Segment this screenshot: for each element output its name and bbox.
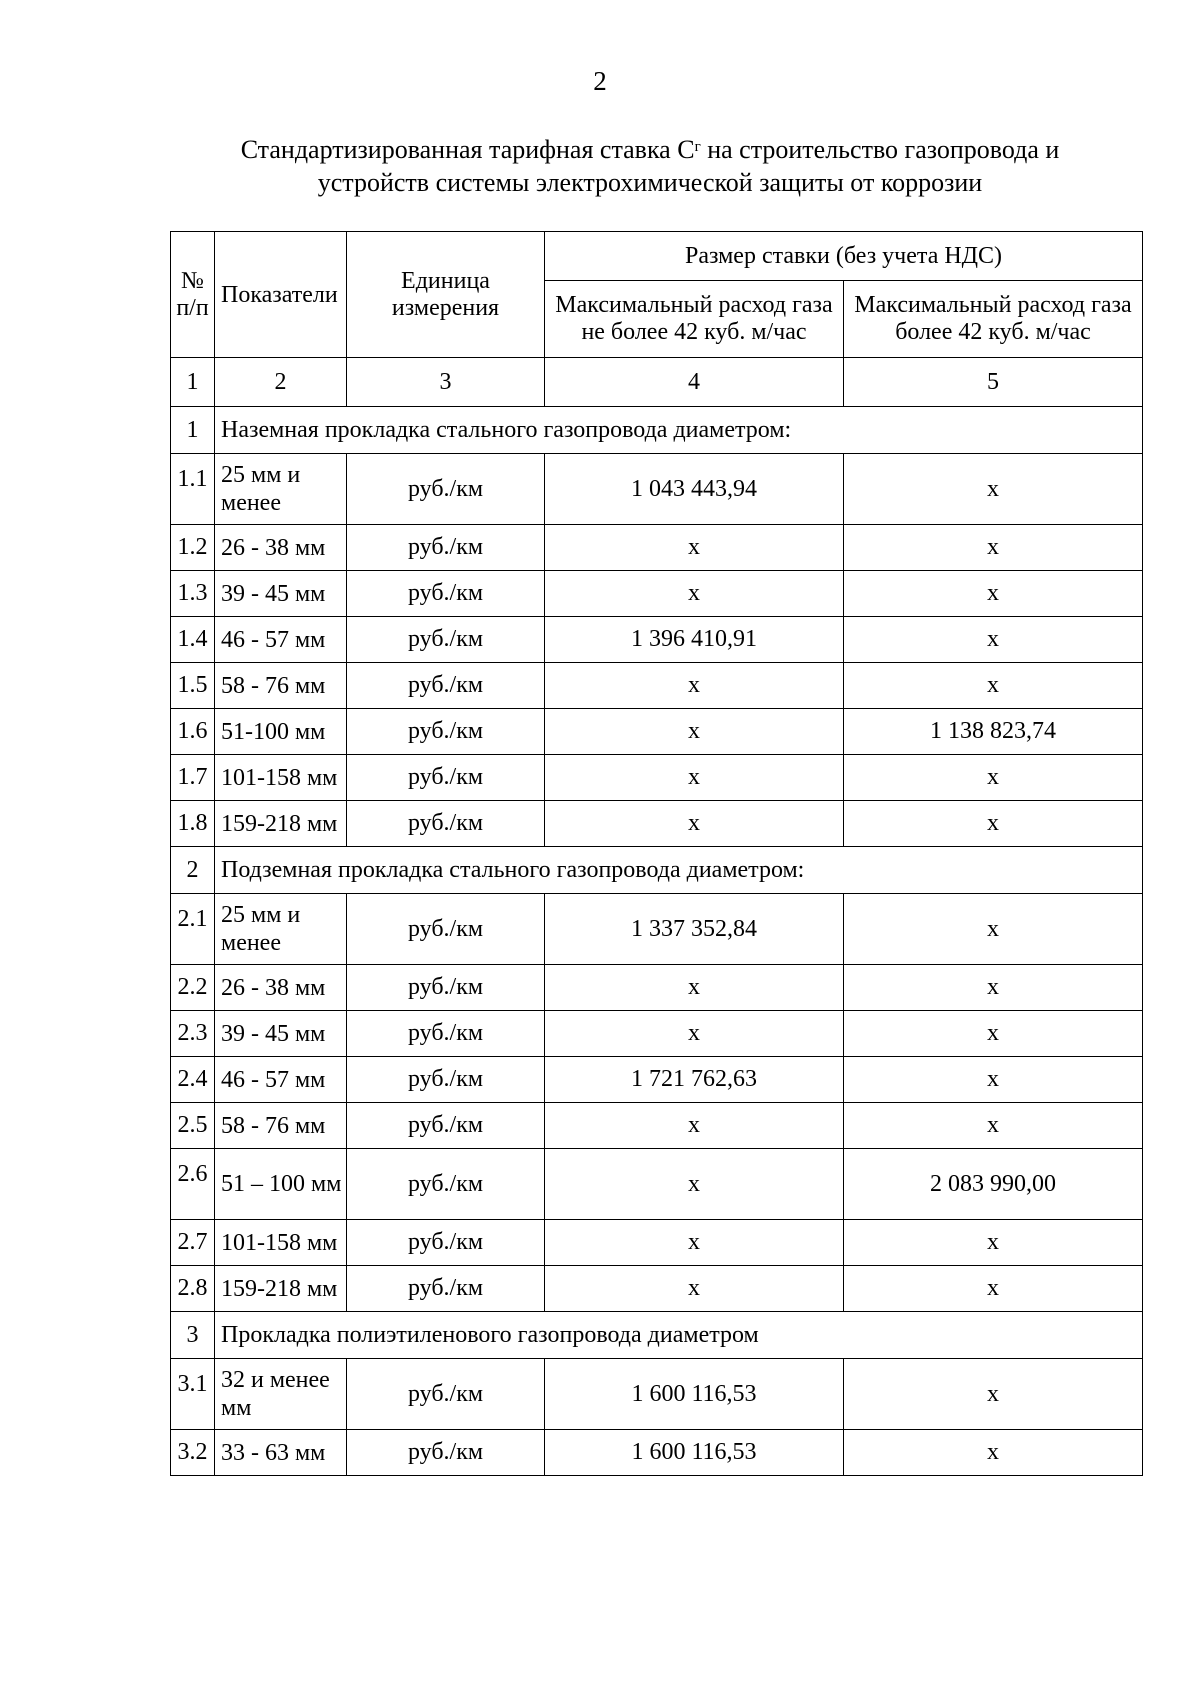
title-text-end: на строительство газопровода и <box>700 135 1060 164</box>
row-indicator: 58 - 76 мм <box>215 1103 347 1149</box>
header-number: № п/п <box>171 232 215 358</box>
table-row <box>171 571 1143 617</box>
row-unit: руб./км <box>347 1103 545 1149</box>
row-rate-low: х <box>545 1220 844 1266</box>
row-unit: руб./км <box>347 454 545 525</box>
row-indicator: 26 - 38 мм <box>215 965 347 1011</box>
section-title: Прокладка полиэтиленового газопровода диаметром <box>215 1312 1143 1359</box>
row-rate-low: 1 337 352,84 <box>545 894 844 965</box>
row-indicator: 46 - 57 мм <box>215 617 347 663</box>
row-rate-low: 1 721 762,63 <box>545 1057 844 1103</box>
row-rate-high: х <box>844 617 1143 663</box>
row-rate-high: х <box>844 1103 1143 1149</box>
row-rate-high: х <box>844 1430 1143 1476</box>
table-row <box>171 1220 1143 1266</box>
section-number: 2 <box>171 847 215 894</box>
row-unit: руб./км <box>347 663 545 709</box>
row-number: 1.3 <box>171 571 215 617</box>
table-row <box>171 617 1143 663</box>
row-rate-low: х <box>545 709 844 755</box>
tariff-table <box>170 231 1143 1476</box>
row-number: 1.2 <box>171 525 215 571</box>
table-row <box>171 801 1143 847</box>
row-unit: руб./км <box>347 617 545 663</box>
row-unit: руб./км <box>347 965 545 1011</box>
row-rate-low: 1 600 116,53 <box>545 1430 844 1476</box>
row-rate-high: х <box>844 801 1143 847</box>
row-indicator: 51-100 мм <box>215 709 347 755</box>
row-unit: руб./км <box>347 1220 545 1266</box>
section-title: Подземная прокладка стального газопровода диаметром: <box>215 847 1143 894</box>
row-rate-high: х <box>844 571 1143 617</box>
row-unit: руб./км <box>347 1266 545 1312</box>
row-rate-low: х <box>545 1103 844 1149</box>
section-number: 3 <box>171 1312 215 1359</box>
header-rate-high: Максимальный расход газа более 42 куб. м/час <box>844 281 1143 358</box>
row-number: 2.2 <box>171 965 215 1011</box>
row-indicator: 58 - 76 мм <box>215 663 347 709</box>
row-number: 1.7 <box>171 755 215 801</box>
row-rate-low: х <box>545 663 844 709</box>
row-rate-low: 1 043 443,94 <box>545 454 844 525</box>
row-number: 2.1 <box>171 894 215 965</box>
row-number: 1.8 <box>171 801 215 847</box>
row-indicator: 39 - 45 мм <box>215 1011 347 1057</box>
row-number: 2.6 <box>171 1149 215 1220</box>
row-rate-high: х <box>844 1359 1143 1430</box>
row-number: 1.6 <box>171 709 215 755</box>
row-indicator: 25 мм и менее <box>215 894 347 965</box>
row-number: 1.4 <box>171 617 215 663</box>
row-indicator: 46 - 57 мм <box>215 1057 347 1103</box>
row-unit: руб./км <box>347 894 545 965</box>
row-rate-high: х <box>844 894 1143 965</box>
row-rate-high: х <box>844 965 1143 1011</box>
row-rate-low: х <box>545 1011 844 1057</box>
row-indicator: 101-158 мм <box>215 1220 347 1266</box>
row-unit: руб./км <box>347 1359 545 1430</box>
row-rate-low: х <box>545 1149 844 1220</box>
row-rate-low: х <box>545 571 844 617</box>
table-row <box>171 1011 1143 1057</box>
column-number: 3 <box>347 358 545 407</box>
header-unit: Единица измерения <box>347 232 545 358</box>
row-rate-high: х <box>844 663 1143 709</box>
row-unit: руб./км <box>347 1057 545 1103</box>
column-number-row <box>171 358 1143 407</box>
header-rate-group: Размер ставки (без учета НДС) <box>545 232 1143 281</box>
row-number: 2.7 <box>171 1220 215 1266</box>
table-row <box>171 894 1143 965</box>
table-row <box>171 1266 1143 1312</box>
row-indicator: 33 - 63 мм <box>215 1430 347 1476</box>
row-number: 2.5 <box>171 1103 215 1149</box>
document-title <box>150 133 1150 199</box>
row-unit: руб./км <box>347 755 545 801</box>
table-row <box>171 1057 1143 1103</box>
row-indicator: 39 - 45 мм <box>215 571 347 617</box>
row-number: 3.1 <box>171 1359 215 1430</box>
row-rate-low: 1 600 116,53 <box>545 1359 844 1430</box>
row-indicator: 51 – 100 мм <box>215 1149 347 1220</box>
table-row <box>171 1149 1143 1220</box>
table-row <box>171 525 1143 571</box>
row-rate-high: х <box>844 1220 1143 1266</box>
column-number: 1 <box>171 358 215 407</box>
row-rate-low: 1 396 410,91 <box>545 617 844 663</box>
row-number: 2.3 <box>171 1011 215 1057</box>
title-line-2: устройств системы электрохимической защиты от коррозии <box>317 168 983 197</box>
row-number: 1.1 <box>171 454 215 525</box>
table-row <box>171 663 1143 709</box>
row-number: 1.5 <box>171 663 215 709</box>
table-row <box>171 1359 1143 1430</box>
row-unit: руб./км <box>347 709 545 755</box>
row-unit: руб./км <box>347 801 545 847</box>
column-number: 5 <box>844 358 1143 407</box>
row-rate-high: х <box>844 454 1143 525</box>
row-number: 3.2 <box>171 1430 215 1476</box>
row-rate-low: х <box>545 965 844 1011</box>
section-title: Наземная прокладка стального газопровода диаметром: <box>215 407 1143 454</box>
row-rate-low: х <box>545 525 844 571</box>
table-row <box>171 1103 1143 1149</box>
row-unit: руб./км <box>347 571 545 617</box>
row-rate-low: х <box>545 801 844 847</box>
row-indicator: 26 - 38 мм <box>215 525 347 571</box>
column-number: 4 <box>545 358 844 407</box>
header-row <box>171 232 1143 281</box>
table-row <box>171 755 1143 801</box>
title-text-start: Стандартизированная тарифная ставка С <box>240 135 695 164</box>
row-rate-high: 1 138 823,74 <box>844 709 1143 755</box>
row-indicator: 159-218 мм <box>215 1266 347 1312</box>
row-rate-high: 2 083 990,00 <box>844 1149 1143 1220</box>
section-number: 1 <box>171 407 215 454</box>
row-rate-high: х <box>844 1266 1143 1312</box>
row-unit: руб./км <box>347 1011 545 1057</box>
column-number: 2 <box>215 358 347 407</box>
title-line-1 <box>150 133 1150 166</box>
row-unit: руб./км <box>347 1430 545 1476</box>
table-row <box>171 965 1143 1011</box>
table-row <box>171 709 1143 755</box>
row-unit: руб./км <box>347 525 545 571</box>
row-rate-high: х <box>844 755 1143 801</box>
row-rate-low: х <box>545 1266 844 1312</box>
page-number: 2 <box>593 66 607 96</box>
row-indicator: 159-218 мм <box>215 801 347 847</box>
header-indicator: Показатели <box>215 232 347 358</box>
row-unit: руб./км <box>347 1149 545 1220</box>
section-row <box>171 1312 1143 1359</box>
section-row <box>171 847 1143 894</box>
row-rate-high: х <box>844 525 1143 571</box>
row-indicator: 25 мм и менее <box>215 454 347 525</box>
header-rate-low: Максимальный расход газа не более 42 куб. м/час <box>545 281 844 358</box>
title-superscript: г <box>694 139 701 155</box>
table-row <box>171 454 1143 525</box>
row-number: 2.8 <box>171 1266 215 1312</box>
row-indicator: 101-158 мм <box>215 755 347 801</box>
row-rate-high: х <box>844 1011 1143 1057</box>
table-row <box>171 1430 1143 1476</box>
row-indicator: 32 и менее мм <box>215 1359 347 1430</box>
row-rate-low: х <box>545 755 844 801</box>
section-row <box>171 407 1143 454</box>
row-number: 2.4 <box>171 1057 215 1103</box>
row-rate-high: х <box>844 1057 1143 1103</box>
